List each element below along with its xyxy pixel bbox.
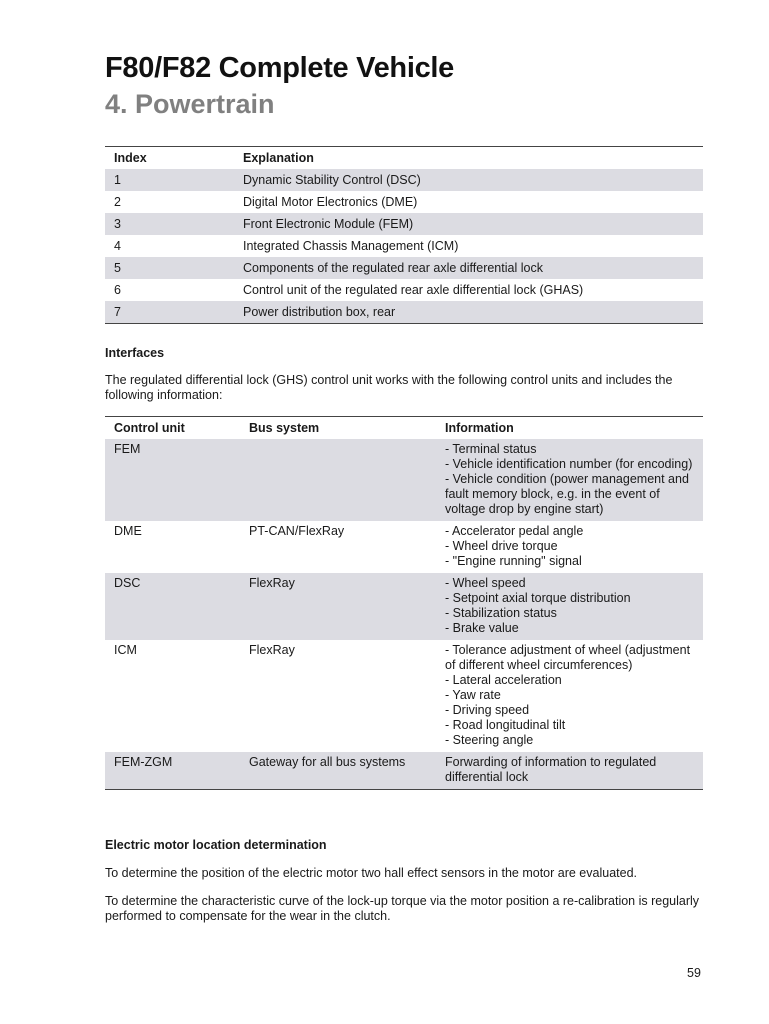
explanation-cell: Dynamic Stability Control (DSC) [234, 169, 703, 191]
table-row [105, 752, 703, 790]
information-cell [436, 521, 703, 573]
table-row [105, 640, 703, 752]
motor-location-heading: Electric motor location determination [105, 838, 327, 852]
interfaces-intro: The regulated differential lock (GHS) control unit works with the following control units and includes the following information: [105, 373, 673, 402]
explanation-cell: Digital Motor Electronics (DME) [243, 195, 418, 209]
index-cell: 1 [105, 169, 234, 191]
table-row [105, 521, 703, 573]
info-line: - Accelerator pedal angle [445, 524, 584, 538]
info-line: Forwarding of information to regulated differential lock [445, 755, 657, 784]
explanation-cell: Components of the regulated rear axle differential lock [234, 257, 703, 279]
info-line: - Stabilization status [445, 606, 557, 620]
table-row [105, 439, 703, 521]
page-number: 59 [687, 966, 701, 980]
bus-system-cell: Gateway for all bus systems [240, 752, 436, 790]
index-cell: 3 [105, 213, 234, 235]
index-column-header: Index [114, 151, 147, 165]
info-line: - Driving speed [445, 703, 530, 717]
info-line: - Tolerance adjustment of wheel (adjustment of different wheel circumferences) [445, 643, 691, 672]
bus-system-cell: FlexRay [240, 573, 436, 640]
info-line: - Brake value [445, 621, 519, 635]
explanation-column-header: Explanation [243, 151, 314, 165]
information-cell [436, 439, 703, 521]
table-row [105, 279, 703, 301]
bus-system-cell: FlexRay [249, 643, 295, 657]
control-unit-cell: FEM [105, 439, 240, 521]
information-cell [436, 752, 703, 790]
index-cell: 4 [114, 239, 121, 253]
info-line: - Lateral acceleration [445, 673, 562, 687]
info-line: - Wheel speed [445, 576, 526, 590]
table-row [105, 301, 703, 324]
bus-system-column-header: Bus system [249, 421, 320, 435]
table-row [105, 169, 703, 191]
info-line: - Vehicle identification number (for encoding) [445, 457, 693, 471]
section-title: 4. Powertrain [105, 89, 275, 119]
interfaces-table-header-row [105, 417, 703, 440]
bus-system-cell [240, 439, 436, 521]
info-line: - Terminal status [445, 442, 537, 456]
index-cell: 5 [105, 257, 234, 279]
index-table [105, 146, 703, 324]
interfaces-table [105, 416, 703, 790]
info-line: - Steering angle [445, 733, 534, 747]
information-column-header: Information [445, 421, 514, 435]
table-row [105, 573, 703, 640]
control-unit-cell: ICM [114, 643, 137, 657]
bus-system-cell: PT-CAN/FlexRay [249, 524, 345, 538]
info-line: - Yaw rate [445, 688, 501, 702]
info-line: - Vehicle condition (power management and fault memory block, e.g. in the event of voltage drop by engine start) [445, 472, 689, 516]
info-line: - Setpoint axial torque distribution [445, 591, 631, 605]
control-unit-cell: FEM-ZGM [105, 752, 240, 790]
page-title: F80/F82 Complete Vehicle [105, 52, 454, 84]
index-table-header-row [105, 147, 703, 170]
information-cell [436, 573, 703, 640]
table-row [105, 213, 703, 235]
motor-location-paragraph-1: To determine the position of the electric motor two hall effect sensors in the motor are evaluated. [105, 866, 637, 880]
info-line: - Wheel drive torque [445, 539, 558, 553]
table-row [105, 191, 703, 213]
explanation-cell: Integrated Chassis Management (ICM) [243, 239, 459, 253]
information-cell [436, 640, 703, 752]
control-unit-cell: DME [114, 524, 142, 538]
control-unit-column-header: Control unit [114, 421, 185, 435]
info-line: - Road longitudinal tilt [445, 718, 566, 732]
explanation-cell: Power distribution box, rear [234, 301, 703, 324]
info-line: - "Engine running" signal [445, 554, 582, 568]
index-cell: 2 [114, 195, 121, 209]
index-cell: 6 [114, 283, 121, 297]
interfaces-heading: Interfaces [105, 346, 165, 360]
control-unit-cell: DSC [105, 573, 240, 640]
explanation-cell: Front Electronic Module (FEM) [234, 213, 703, 235]
motor-location-paragraph-2: To determine the characteristic curve of the lock-up torque via the motor position a re-calibration is regularly performed to compensate for the wear in the clutch. [105, 894, 700, 923]
index-cell: 7 [105, 301, 234, 324]
explanation-cell: Control unit of the regulated rear axle differential lock (GHAS) [243, 283, 584, 297]
table-row [105, 235, 703, 257]
table-row [105, 257, 703, 279]
